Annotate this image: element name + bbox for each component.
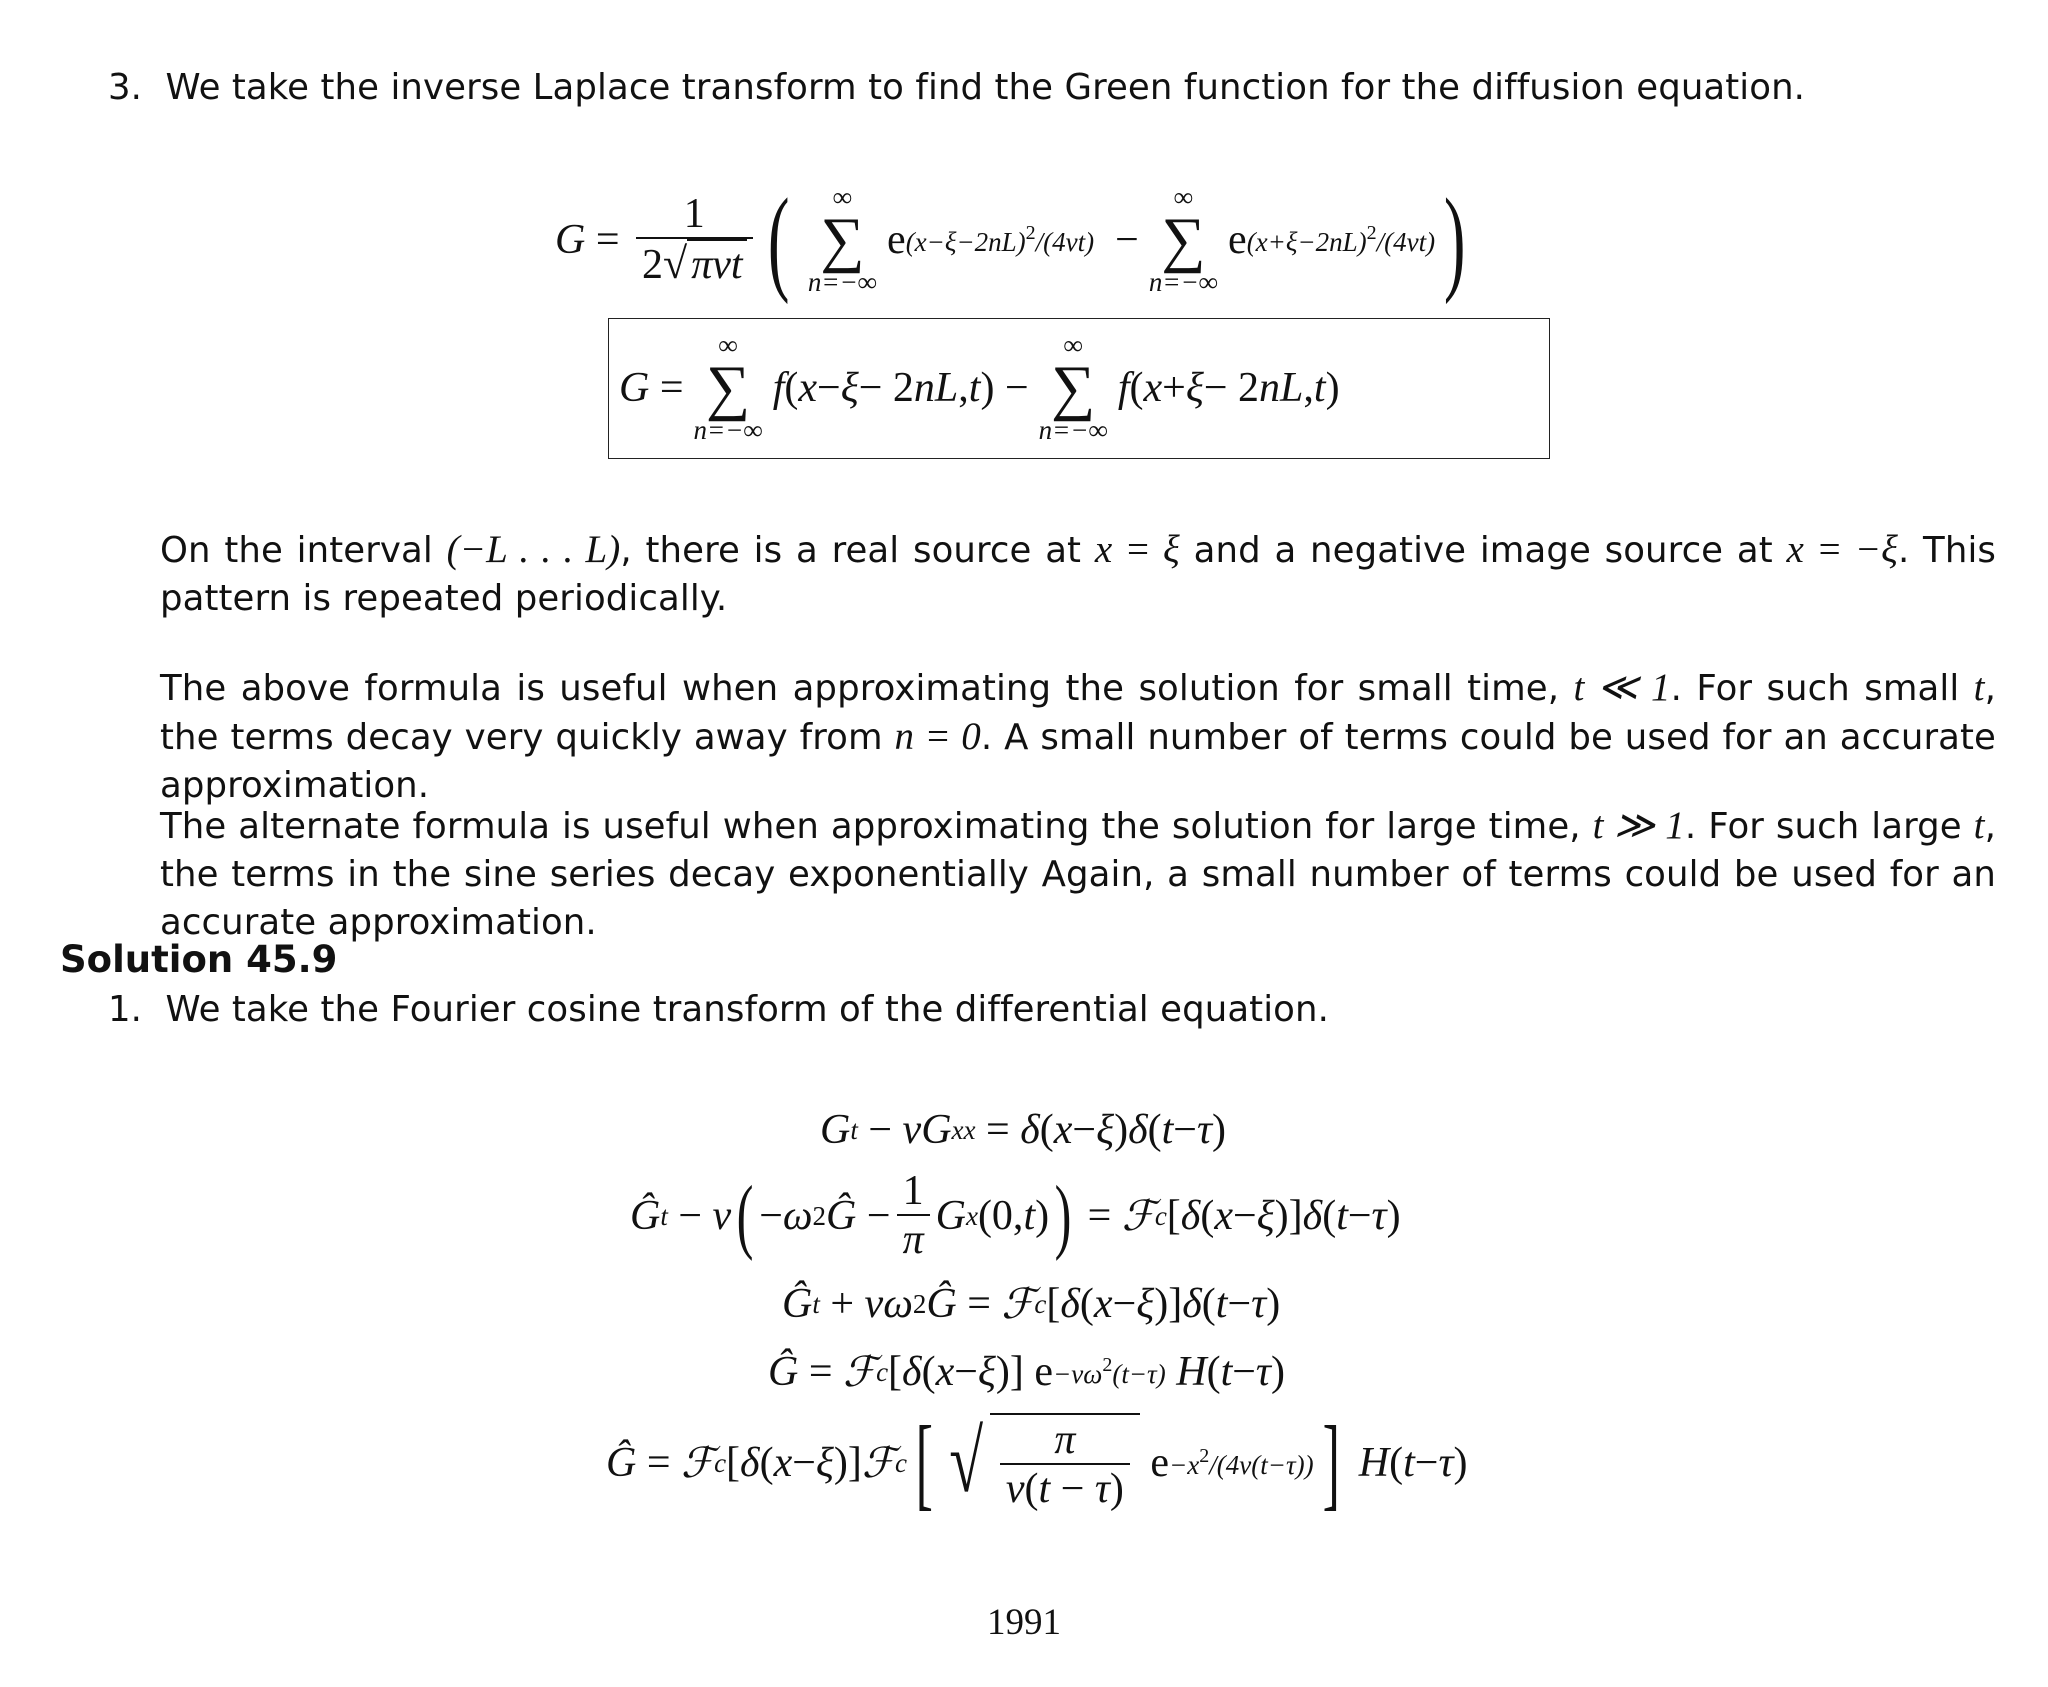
item-1 [108,986,1329,1034]
sum-operator: ∞ ∑ n=−∞ [693,329,763,446]
equation-line-2: Ĝ t − ν ( − ω 2 Ĝ − $\frac{1}{\pi}$ G x (0, t ) ) = ℱ c [ δ ( x − ξ )] δ ( t − τ ) [630,1167,1401,1263]
square-root: √ $\frac{\pi}{\nu(t - \tau)}$ [942,1413,1140,1513]
solution-heading: Solution 45.9 [60,938,338,981]
equation-line-3: Ĝ t + νω 2 Ĝ = ℱ c [ δ ( x − ξ )] δ ( t − τ ) [782,1281,1281,1328]
item-3 [108,64,1805,112]
equation-green-function-exponential: G = 1 2 √ πνt ( ∞ ∑ n=−∞ e $(x-\xi-2nL)^2/(4\nu t)$ − ∞ ∑ n=−∞ e $(x+\xi-2nL)^2/(4\nu t)$ ) [555,174,1466,305]
page-number: 1991 [987,1602,1061,1643]
fraction: $\frac{\pi}{\nu(t - \tau)}$ [1000,1417,1130,1513]
paragraph-small-time: The above formula is useful when approximating the solution for small time, t ≪ 1. For such small t, the terms decay very quickly away from n = 0. A small number of terms could be used for an accurate approximation. [160,666,1996,806]
fraction: $\frac{1}{\pi}$ [897,1168,930,1264]
equation-line-4: Ĝ = ℱ c [ δ ( x − ξ )] e $-\nu\omega^2(t-\tau)$ H ( t − τ ) [768,1349,1285,1396]
paragraph-interval: On the interval (−L . . . L), there is a real source at x = ξ and a negative image source at x = −ξ. This pattern is repeated periodically. [160,528,1997,619]
sum-operator: ∞ ∑ n=−∞ [807,181,878,298]
fraction: 1 2 √ πνt [636,191,753,290]
equation-line-1: G t − νG xx = δ ( x − ξ ) δ ( t − τ ) [820,1107,1226,1153]
equation-green-function-sum: G = ∞ ∑ n=−∞ f ( x − ξ − 2 nL , t ) − ∞ ∑ n=−∞ f ( x + ξ − 2 nL , t ) [619,329,1340,446]
sum-operator: ∞ ∑ n=−∞ [1148,181,1219,298]
paragraph-large-time: The alternate formula is useful when approximating the solution for large time, t ≫ 1. For such large t, the terms in the sine series decay exponentially Again, a small number of terms could be used for an accurate approximation. [160,804,1996,943]
equation-line-5: Ĝ = ℱ c [ δ ( x − ξ )] ℱ c [ √ $\frac{\pi}{\nu(t - \tau)}$ e $-x^2/(4\nu(t-\tau))$ ] H ( t − τ ) [606,1405,1468,1520]
item-number: 1. [108,989,143,1030]
item-text: We take the Fourier cosine transform of the differential equation. [165,989,1329,1030]
sum-operator: ∞ ∑ n=−∞ [1038,329,1108,446]
item-text: We take the inverse Laplace transform to find the Green function for the diffusion equation. [165,67,1806,108]
item-number: 3. [108,67,143,108]
